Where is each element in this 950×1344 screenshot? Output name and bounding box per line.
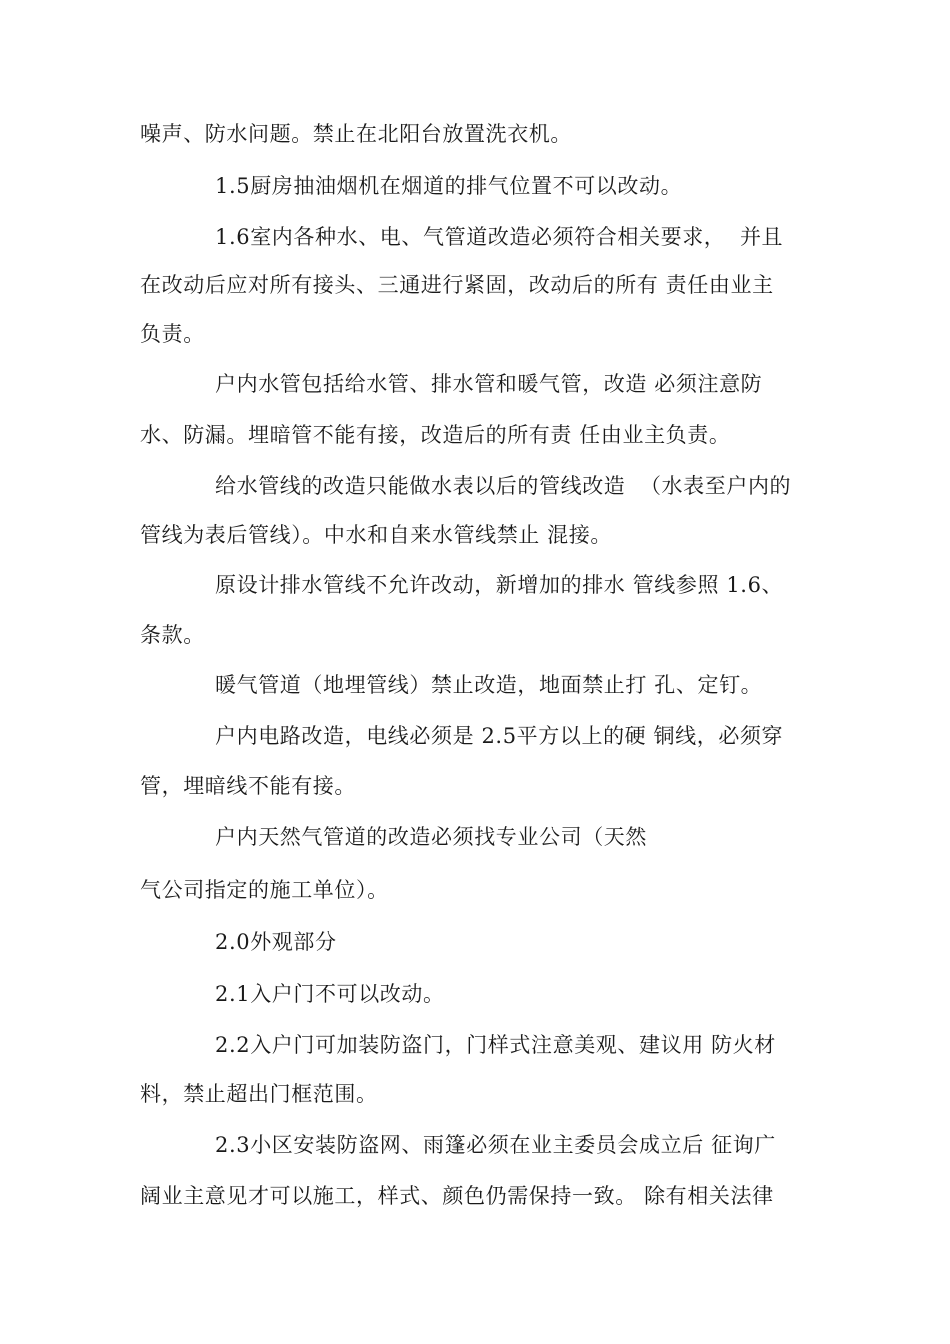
text-line: 户内水管包括给水管、排水管和暖气管，改造 必须注意防 bbox=[215, 372, 763, 396]
text-line: 负责。 bbox=[140, 322, 205, 346]
text-line: 1.6室内各种水、电、气管道改造必须符合相关要求， 并且 bbox=[215, 225, 784, 249]
text-line: 在改动后应对所有接头、三通进行紧固，改动后的所有 责任由业主 bbox=[140, 273, 774, 297]
text-line: 给水管线的改造只能做水表以后的管线改造 （水表至户内的 bbox=[215, 474, 792, 498]
text-line: 2.1入户门不可以改动。 bbox=[215, 982, 445, 1006]
text-line: 2.3小区安装防盗网、雨篷必须在业主委员会成立后 征询广 bbox=[215, 1133, 776, 1157]
text-line: 料，禁止超出门框范围。 bbox=[140, 1082, 378, 1106]
text-line: 气公司指定的施工单位）。 bbox=[140, 878, 389, 902]
text-line: 1.5厨房抽油烟机在烟道的排气位置不可以改动。 bbox=[215, 174, 683, 198]
text-line: 2.2入户门可加装防盗门，门样式注意美观、建议用 防火材 bbox=[215, 1033, 776, 1057]
text-line: 管线为表后管线）。中水和自来水管线禁止 混接。 bbox=[140, 523, 612, 547]
text-line: 阔业主意见才可以施工，样式、颜色仍需保持一致。 除有相关法律 bbox=[140, 1184, 774, 1208]
text-line: 户内天然气管道的改造必须找专业公司（天然 bbox=[215, 825, 647, 849]
text-line: 暖气管道（地埋管线）禁止改造，地面禁止打 孔、定钉。 bbox=[215, 673, 763, 697]
text-line: 噪声、防水问题。禁止在北阳台放置洗衣机。 bbox=[140, 122, 572, 146]
text-line: 水、防漏。埋暗管不能有接，改造后的所有责 任由业主负责。 bbox=[140, 423, 731, 447]
section-heading: 2.0外观部分 bbox=[215, 930, 337, 954]
text-line: 管，埋暗线不能有接。 bbox=[140, 774, 356, 798]
text-line: 条款。 bbox=[140, 623, 205, 647]
text-line: 原设计排水管线不允许改动，新增加的排水 管线参照 1.6、 bbox=[215, 573, 784, 597]
text-line: 户内电路改造，电线必须是 2.5平方以上的硬 铜线，必须穿 bbox=[215, 724, 784, 748]
